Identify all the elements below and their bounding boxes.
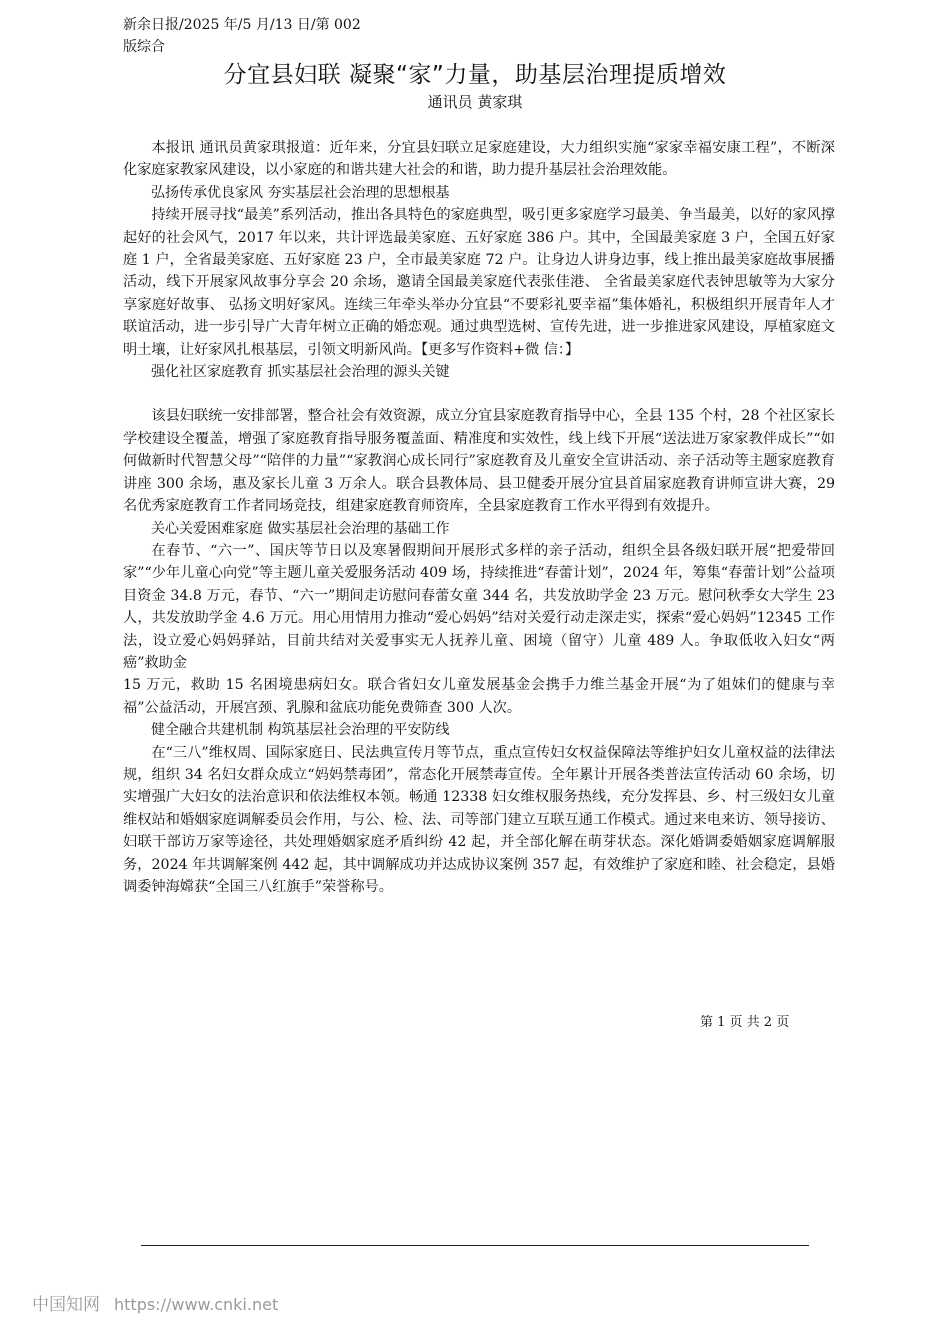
section-heading-joint-mechanism: 健全融合共建机制 构筑基层社会治理的平安防线 <box>151 722 450 739</box>
footer-divider <box>141 1245 809 1246</box>
article-byline: 通讯员 黄家琪 <box>427 93 523 111</box>
article-title: 分宜县妇联 凝聚“家”力量，助基层治理提质增效 <box>223 62 727 88</box>
body-paragraph: 持续开展寻找“最美”系列活动，推出各具特色的家庭典型，吸引更多家庭学习最美、争当最美，以好的家风撑起好的社会风气，2017 年以来，共计评选最美家庭、五好家庭 386 户。其中，全国最美家庭 3 户，全国五好家庭 1 户，全省最美家庭、五好家庭 23 户，全市最美家庭 72 户。让身边人讲身边事，线上推出最美家庭故事展播活动，线下开展家风故事分享会 20 余场，邀请全国最美家庭代表张佳港、 全省最美家庭代表钟思敏等为大家分享家庭好故事、 弘扬文明好家风。连续三年牵头举办分宜县“不要彩礼要幸福”集体婚礼，积极组织开展青年人才联谊活动，进一步引导广大青年树立正确的婚恋观。通过典型选树、宣传先进，进一步推进家风建设，厚植家庭文明土壤，让好家风扎根基层，引领文明新风尚。【更多写作资料+微 信：】 <box>123 207 835 358</box>
section-heading-family-education: 强化社区家庭教育 抓实基层社会治理的源头关键 <box>151 364 450 381</box>
page-number: 第 1 页 共 2 页 <box>700 1015 790 1030</box>
section-heading-family-tradition: 弘扬传承优良家风 夯实基层社会治理的思想根基 <box>151 184 450 201</box>
article-body <box>123 137 835 898</box>
body-paragraph: 该县妇联统一安排部署，整合社会有效资源，成立分宜县家庭教育指导中心，全县 135 个村，28 个社区家长学校建设全覆盖，增强了家庭教育指导服务覆盖面、精准度和实效性，线上线下开展“送法进万家家教伴成长”“如何做新时代智慧父母”“陪伴的力量”“家教润心成长同行”家庭教育及儿童安全宣讲活动、亲子活动等主题家庭教育讲座 300 余场，惠及家长儿童 3 万余人。联合县教体局、县卫健委开展分宜县首届家庭教育讲师宣讲大赛，29 名优秀家庭教育工作者同场竞技，组建家庭教育师资库，全县家庭教育工作水平得到有效提升。 <box>123 408 835 515</box>
cnki-watermark <box>32 1294 278 1316</box>
watermark-brand: 中国知网 <box>32 1295 100 1315</box>
body-paragraph-continued: 15 万元，救助 15 名困境患病妇女。联合省妇女儿童发展基金会携手力维兰基金开展“为了姐妹们的健康与幸福”公益活动，开展宫颈、乳腺和盆底功能免费筛查 300 人次。 <box>123 677 835 716</box>
section-heading-care-for-families: 关心关爱困难家庭 做实基层社会治理的基础工作 <box>151 520 450 537</box>
lead-paragraph: 本报讯 通讯员黄家琪报道：近年来，分宜县妇联立足家庭建设，大力组织实施“家家幸福安康工程”，不断深化家庭家教家风建设，以小家庭的和谐共建大社会的和谐，助力提升基层社会治理效能。 <box>123 140 835 179</box>
body-paragraph: 在“三八”维权周、国际家庭日、民法典宣传月等节点，重点宣传妇女权益保障法等维护妇女儿童权益的法律法规，组织 34 名妇女群众成立“妈妈禁毒团”，常态化开展禁毒宣传。全年累计开展各类普法宣传活动 60 余场，切实增强广大妇女的法治意识和依法维权本领。畅通 12338 妇女维权服务热线，充分发挥县、乡、村三级妇女儿童维权站和婚姻家庭调解委员会作用，与公、检、法、司等部门建立互联互通工作模式。通过来电来访、领导接访、妇联干部访万家等途径，共处理婚姻家庭矛盾纠纷 42 起，并全部化解在萌芽状态。深化婚调委婚姻家庭调解服务，2024 年共调解案例 442 起，其中调解成功并达成协议案例 357 起，有效维护了家庭和睦、社会稳定，县婚调委钟海嫦获“全国三八红旗手”荣誉称号。 <box>123 744 835 895</box>
masthead-date-line: 新余日报/2025 年/5 月/13 日/第 002 <box>123 17 361 33</box>
watermark-url: https://www.cnki.net <box>114 1295 279 1314</box>
masthead <box>123 14 423 58</box>
body-paragraph: 在春节、“六一”、国庆等节日以及寒暑假期间开展形式多样的亲子活动，组织全县各级妇联开展“把爱带回家”“少年儿童心向党”等主题儿童关爱服务活动 409 场，持续推进“春蕾计划”，2024 年，筹集“春蕾计划”公益项目资金 34.8 万元，春节、“六一”期间走访慰问春蕾女童 344 名，共发放助学金 23 万元。慰问秋季女大学生 23 人，共发放助学金 4.6 万元。用心用情用力推动“爱心妈妈”结对关爱行动走深走实，探索“爱心妈妈”12345 工作法，设立爱心妈妈驿站，目前共结对关爱事实无人抚养儿童、困境（留守）儿童 489 人。争取低收入妇女“两癌”救助金 <box>123 542 835 671</box>
masthead-section-line: 版综合 <box>123 39 165 55</box>
